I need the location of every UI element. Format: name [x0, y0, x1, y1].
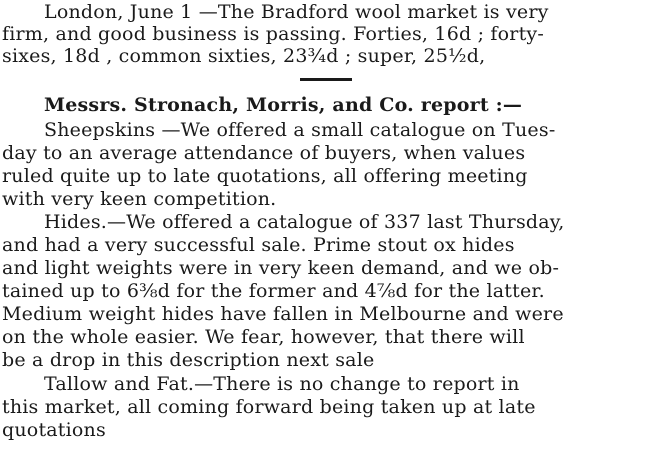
para1-line1: London, June 1 —The Bradford wool market is very: [44, 1, 549, 23]
report-heading: Messrs. Stronach, Morris, and Co. report :—: [44, 94, 523, 116]
hides-line3: and light weights were in very keen demand, and we ob-: [2, 257, 560, 279]
tallow-line1: Tallow and Fat.—There is no change to report in: [44, 373, 520, 395]
hides-line1: Hides.—We offered a catalogue of 337 last Thursday,: [44, 211, 565, 233]
tallow-line2: this market, all coming forward being taken up at late: [2, 396, 536, 418]
hides-line7: be a drop in this description next sale: [2, 349, 375, 371]
section-divider: [300, 78, 352, 81]
hides-line4: tained up to 6⅜d for the former and 4⅞d for the latter.: [2, 280, 545, 302]
sheepskins-line3: ruled quite up to late quotations, all offering meeting: [2, 165, 528, 187]
sheepskins-line1: Sheepskins —We offered a small catalogue on Tues-: [44, 119, 556, 141]
para1-line2: firm, and good business is passing. Forties, 16d ; forty-: [2, 23, 544, 45]
hides-line5: Medium weight hides have fallen in Melbourne and were: [2, 303, 564, 325]
tallow-line3: quotations: [2, 419, 106, 441]
hides-line2: and had a very successful sale. Prime stout ox hides: [2, 234, 515, 256]
para1-line3: sixes, 18d , common sixties, 23¾d ; super, 25½d,: [2, 45, 486, 67]
hides-line6: on the whole easier. We fear, however, that there will: [2, 326, 525, 348]
sheepskins-line4: with very keen competition.: [2, 188, 277, 210]
sheepskins-line2: day to an average attendance of buyers, when values: [2, 142, 526, 164]
